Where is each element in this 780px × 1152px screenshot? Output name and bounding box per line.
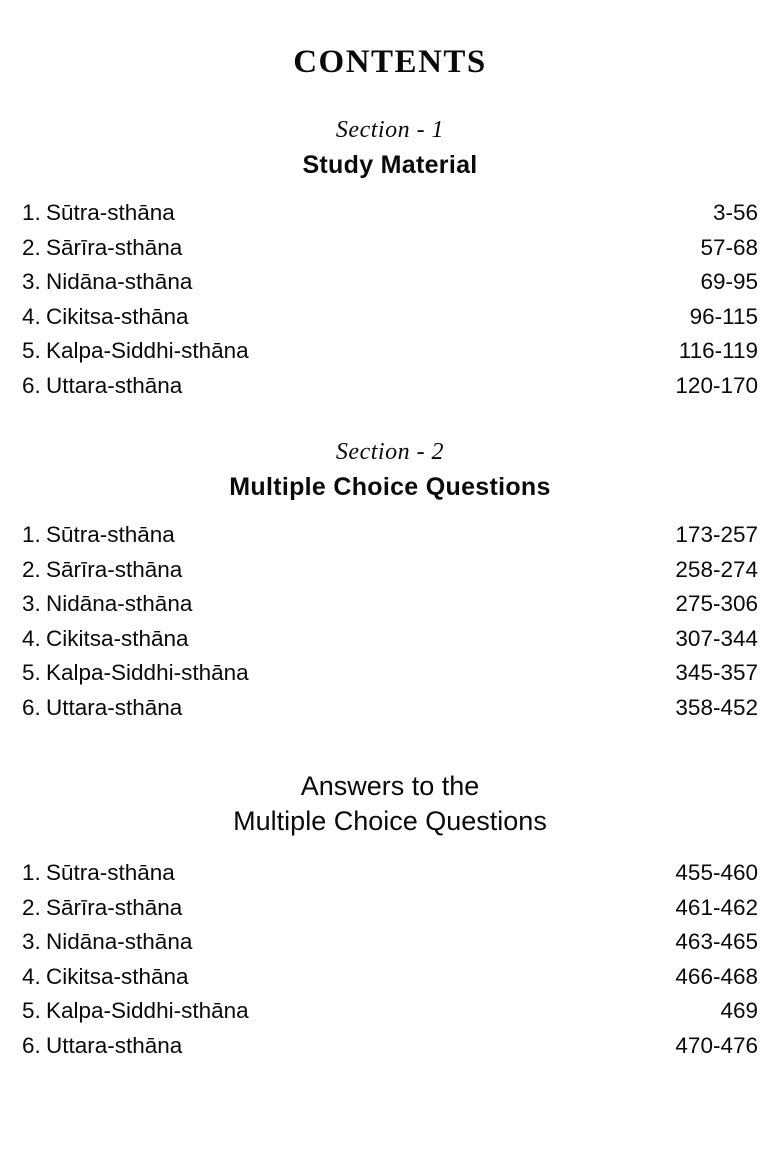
answers-title-line-2: Multiple Choice Questions <box>233 805 547 836</box>
list-item[interactable] <box>22 196 758 231</box>
list-item[interactable] <box>22 891 758 926</box>
toc-entry-label <box>22 271 192 294</box>
toc-entry-number: 6. <box>22 694 41 720</box>
toc-entry-pages: 463-465 <box>675 929 758 955</box>
contents-page <box>0 44 780 1152</box>
toc-entry-number: 1. <box>22 200 41 225</box>
toc-entry-name: Sārīra-sthāna <box>46 894 183 920</box>
toc-entry-label <box>22 662 249 685</box>
page-title: CONTENTS <box>293 44 487 80</box>
toc-entry-name: Nidāna-sthāna <box>46 591 193 616</box>
toc-entry-label <box>22 234 183 260</box>
toc-entry-pages: 307-344 <box>675 625 758 651</box>
toc-entry-label <box>22 1000 249 1023</box>
section-2-label: Section - 2 <box>335 439 445 465</box>
list-item[interactable] <box>22 622 758 657</box>
toc-entry-pages: 258-274 <box>675 556 758 582</box>
toc-entry-number: 2. <box>22 234 41 260</box>
list-item[interactable] <box>22 334 758 369</box>
toc-entry-label <box>22 202 175 225</box>
list-item[interactable] <box>22 691 758 726</box>
list-item[interactable] <box>22 587 758 622</box>
toc-entry-pages: 461-462 <box>675 894 758 920</box>
section-1-label: Section - 1 <box>335 117 445 143</box>
list-item[interactable] <box>22 369 758 404</box>
toc-entry-number: 4. <box>22 625 41 651</box>
list-item[interactable] <box>22 265 758 300</box>
answers-title-line-1: Answers to the <box>300 771 480 801</box>
toc-entry-number: 3. <box>22 269 41 294</box>
toc-entry-pages: 345-357 <box>675 660 758 685</box>
list-item[interactable] <box>22 518 758 553</box>
list-item[interactable] <box>22 1029 758 1064</box>
toc-entry-number: 6. <box>22 372 41 398</box>
toc-entry-pages: 69-95 <box>700 269 758 294</box>
toc-entry-name: Kalpa-Siddhi-sthāna <box>46 338 249 363</box>
toc-entry-name: Uttara-sthāna <box>46 1032 183 1058</box>
list-item[interactable] <box>22 960 758 995</box>
section-2-list <box>22 518 758 725</box>
toc-entry-label <box>22 894 183 920</box>
toc-entry-name: Nidāna-sthāna <box>46 269 193 294</box>
list-item[interactable] <box>22 656 758 691</box>
toc-entry-name: Cikitsa-sthāna <box>46 625 189 651</box>
toc-entry-label <box>22 556 183 582</box>
toc-entry-pages: 455-460 <box>675 860 758 886</box>
toc-entry-name: Kalpa-Siddhi-sthāna <box>46 998 249 1024</box>
toc-entry-label <box>22 931 192 954</box>
toc-entry-pages: 57-68 <box>700 234 758 260</box>
toc-entry-number: 2. <box>22 556 41 582</box>
toc-entry-name: Sārīra-sthāna <box>46 556 183 582</box>
toc-entry-number: 5. <box>22 338 41 363</box>
toc-entry-pages: 469 <box>720 998 758 1024</box>
toc-entry-name: Cikitsa-sthāna <box>46 963 189 989</box>
toc-entry-label <box>22 862 175 885</box>
toc-entry-name: Uttara-sthāna <box>46 694 183 720</box>
toc-entry-number: 2. <box>22 894 41 920</box>
list-item[interactable] <box>22 925 758 960</box>
toc-entry-name: Kalpa-Siddhi-sthāna <box>46 660 249 685</box>
toc-entry-number: 1. <box>22 860 41 886</box>
toc-entry-number: 5. <box>22 998 41 1024</box>
toc-entry-pages: 116-119 <box>678 338 758 363</box>
toc-entry-label <box>22 524 175 547</box>
answers-list <box>22 856 758 1063</box>
toc-entry-number: 4. <box>22 303 41 329</box>
toc-entry-pages: 173-257 <box>675 522 758 547</box>
toc-entry-name: Sūtra-sthāna <box>46 522 175 547</box>
list-item[interactable] <box>22 553 758 588</box>
toc-entry-label <box>22 303 189 329</box>
toc-entry-pages: 3-56 <box>712 200 758 225</box>
toc-entry-pages: 358-452 <box>675 694 758 720</box>
toc-entry-pages: 470-476 <box>675 1032 758 1058</box>
toc-entry-label <box>22 593 192 616</box>
section-2-title: Multiple Choice Questions <box>229 473 551 501</box>
toc-entry-pages: 96-115 <box>689 303 758 329</box>
toc-entry-label <box>22 1032 183 1058</box>
toc-entry-name: Nidāna-sthāna <box>46 929 193 955</box>
list-item[interactable] <box>22 994 758 1029</box>
toc-entry-name: Sūtra-sthāna <box>46 200 175 225</box>
toc-entry-name: Sārīra-sthāna <box>46 234 183 260</box>
list-item[interactable] <box>22 231 758 266</box>
toc-entry-label <box>22 340 249 363</box>
toc-entry-label <box>22 694 183 720</box>
toc-entry-pages: 275-306 <box>675 591 758 616</box>
toc-entry-name: Sūtra-sthāna <box>46 860 175 886</box>
toc-entry-pages: 466-468 <box>675 963 758 989</box>
toc-entry-label <box>22 963 189 989</box>
toc-entry-number: 4. <box>22 963 41 989</box>
section-1-list <box>22 196 758 403</box>
toc-entry-pages: 120-170 <box>675 372 758 398</box>
toc-entry-number: 5. <box>22 660 41 685</box>
toc-entry-number: 6. <box>22 1032 41 1058</box>
toc-entry-number: 1. <box>22 522 41 547</box>
toc-entry-number: 3. <box>22 929 41 955</box>
toc-entry-name: Uttara-sthāna <box>46 372 183 398</box>
answers-block-title <box>22 769 758 838</box>
toc-entry-label <box>22 625 189 651</box>
toc-entry-name: Cikitsa-sthāna <box>46 303 189 329</box>
section-1-title: Study Material <box>302 151 478 179</box>
list-item[interactable] <box>22 856 758 891</box>
toc-entry-number: 3. <box>22 591 41 616</box>
toc-entry-label <box>22 372 183 398</box>
list-item[interactable] <box>22 300 758 335</box>
